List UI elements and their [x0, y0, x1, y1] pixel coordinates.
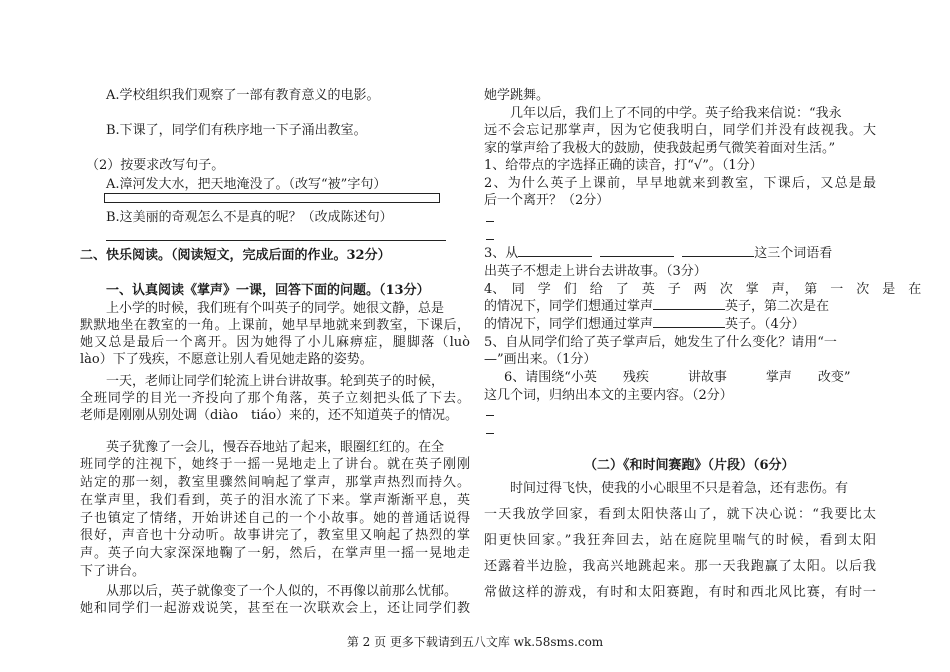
question-4-line3 [484, 317, 805, 333]
para3-line4: 在掌声里，我们看到，英子的泪水流了下来。掌声渐渐平息，英 [80, 493, 470, 508]
question-6-line1: 6、请围绕“小英 残疾 讲故事 掌声 改变” [504, 370, 851, 385]
question-1: 1、给带点的字选择正确的读音，打“√”。（1分） [484, 158, 763, 173]
para4-line1: 从那以后，英子就像变了一个人似的，不再像以前那么忧郁。 [106, 584, 458, 599]
question-2-b: B.这美丽的奇观怎么不是真的呢？（改成陈述句） [106, 210, 393, 225]
para1-line4: lào）下了残疾，不愿意让别人看见她走路的姿势。 [80, 352, 373, 367]
blank-applause-2[interactable] [653, 327, 725, 328]
para1-line3: 她又总是最后一个离开。因为她得了小儿麻痹症，腿脚落（luò [80, 335, 470, 350]
question-6-line2: 这几个词，归纳出本文的主要内容。（2分） [484, 388, 733, 403]
answer-dash-1[interactable] [486, 221, 494, 222]
question-3-line1 [484, 246, 832, 262]
answer-dash-2[interactable] [486, 239, 494, 240]
para3-line7: 声。英子向大家深深地鞠了一躬，然后，在掌声里一摇一晃地走 [80, 546, 470, 561]
answer-box-a[interactable] [104, 193, 440, 203]
para5-line1: 几年以后，我们上了不同的中学。英子给我来信说：“我永 [510, 106, 842, 121]
question-2-a: A.漳河发大水，把天地淹没了。（改写“被”字句） [106, 177, 387, 192]
question-5-line1: 5、自从同学们给了英子掌声后，她发生了什么变化？请用“一 [484, 335, 837, 350]
answer-dash-3[interactable] [486, 415, 494, 416]
para3-line3: 站定的那一刻，教室里骤然间响起了掌声，那掌声热烈而持久。 [80, 475, 470, 490]
sub-title: 一、认真阅读《掌声》一课，回答下面的问题。（13分） [106, 283, 430, 298]
para6-line3: 阳更快回家。”我狂奔回去，站在庭院里喘气的时候，看到太阳 [484, 533, 876, 548]
blank-word-3[interactable] [682, 256, 754, 257]
blank-word-2[interactable] [600, 256, 674, 257]
para3-line6: 很好，声音也十分动听。故事讲完了，教室里又响起了热烈的掌 [80, 528, 470, 543]
question-2-title: （2）按要求改写句子。 [86, 158, 225, 173]
para6-line2: 一天我放学回家，看到太阳快落山了，就下决心说：“我要比太 [484, 507, 876, 522]
question-3-suffix: 这三个词语看 [754, 246, 833, 261]
para3-line8: 下了讲台。 [80, 564, 146, 579]
para2-line3: 老师是刚刚从别处调（diào tiáo）来的，还不知道英子的情况。 [80, 408, 459, 423]
option-b: B.下课了，同学们有秩序地一下子涌出教室。 [106, 123, 367, 138]
section-2-title: （二）《和时间赛跑》（片段）（6分） [584, 458, 795, 473]
option-a: A.学校组织我们观察了一部有教育意义的电影。 [106, 88, 380, 103]
blank-applause-1[interactable] [653, 309, 725, 310]
question-3-line2: 出英子不想走上讲台去讲故事。（3分） [484, 264, 707, 279]
question-4-text-b: 英子，第二次是在 [725, 299, 830, 314]
question-2-line2: 后一个离开？（2分） [484, 193, 610, 208]
para5-line3: 家的掌声给了我极大的鼓励，使我鼓起勇气微笑着面对生活。” [484, 141, 836, 156]
para5-line2: 远不会忘记那掌声，因为它使我明白，同学们并没有歧视我。大 [484, 123, 876, 138]
para2-line2: 全班同学的目光一齐投向了那个角落，英子立刻把头低了下去。 [80, 391, 470, 406]
question-4-text-d: 英子。（4分） [725, 317, 805, 332]
question-5-line2: —”画出来。（1分） [484, 352, 597, 367]
para6-line5: 常做这样的游戏，有时和太阳赛跑，有时和西北风比赛，有时一 [484, 585, 876, 600]
para1-line1: 上小学的时候，我们班有个叫英子的同学。她很文静，总是 [106, 301, 445, 316]
para3-line5: 子也镇定了情绪，开始讲述自己的一个小故事。她的普通话说得 [80, 511, 470, 526]
page-footer: 第 2 页 更多下载请到五八文库 wk.58sms.com [346, 635, 604, 649]
question-4-line1: 4、 同 学 们 给 了 英 子 两 次 掌 声， 第 一 次 是 在 [484, 282, 922, 297]
para4-line2: 她和同学们一起游戏说笑，甚至在一次联欢会上，还让同学们教 [80, 601, 470, 616]
section-title: 二、快乐阅读。（阅读短文，完成后面的作业。32分） [80, 248, 391, 263]
question-3-prefix: 3、从 [484, 246, 519, 261]
para6-line4: 还露着半边脸，我高兴地跳起来。那一天我跑赢了太阳。以后我 [484, 559, 876, 574]
para3-line1: 英子犹豫了一会儿，慢吞吞地站了起来，眼圈红红的。在全 [106, 440, 445, 455]
question-2-line1: 2、为什么英子上课前，早早地就来到教室，下课后，又总是最 [484, 176, 876, 191]
para1-line2: 默默地坐在教室的一角。上课前，她早早地就来到教室，下课后， [80, 318, 470, 333]
answer-line-b[interactable] [106, 240, 446, 241]
question-4-text-c: 的情况下，同学们想通过掌声 [484, 317, 654, 332]
para2-line1: 一天，老师让同学们轮流上讲台讲故事。轮到英子的时候， [106, 374, 445, 389]
answer-dash-4[interactable] [486, 433, 494, 434]
para6-line1: 时间过得飞快，使我的小心眼里不只是着急，还有悲伤。有 [510, 481, 849, 496]
question-4-line2 [484, 299, 829, 315]
para3-line2: 班同学的注视下，她终于一摇一晃地走上了讲台。就在英子刚刚 [80, 457, 470, 472]
blank-word-1[interactable] [518, 256, 592, 257]
question-4-text-a: 的情况下，同学们想通过掌声 [484, 299, 654, 314]
continued-text: 她学跳舞。 [484, 88, 550, 103]
